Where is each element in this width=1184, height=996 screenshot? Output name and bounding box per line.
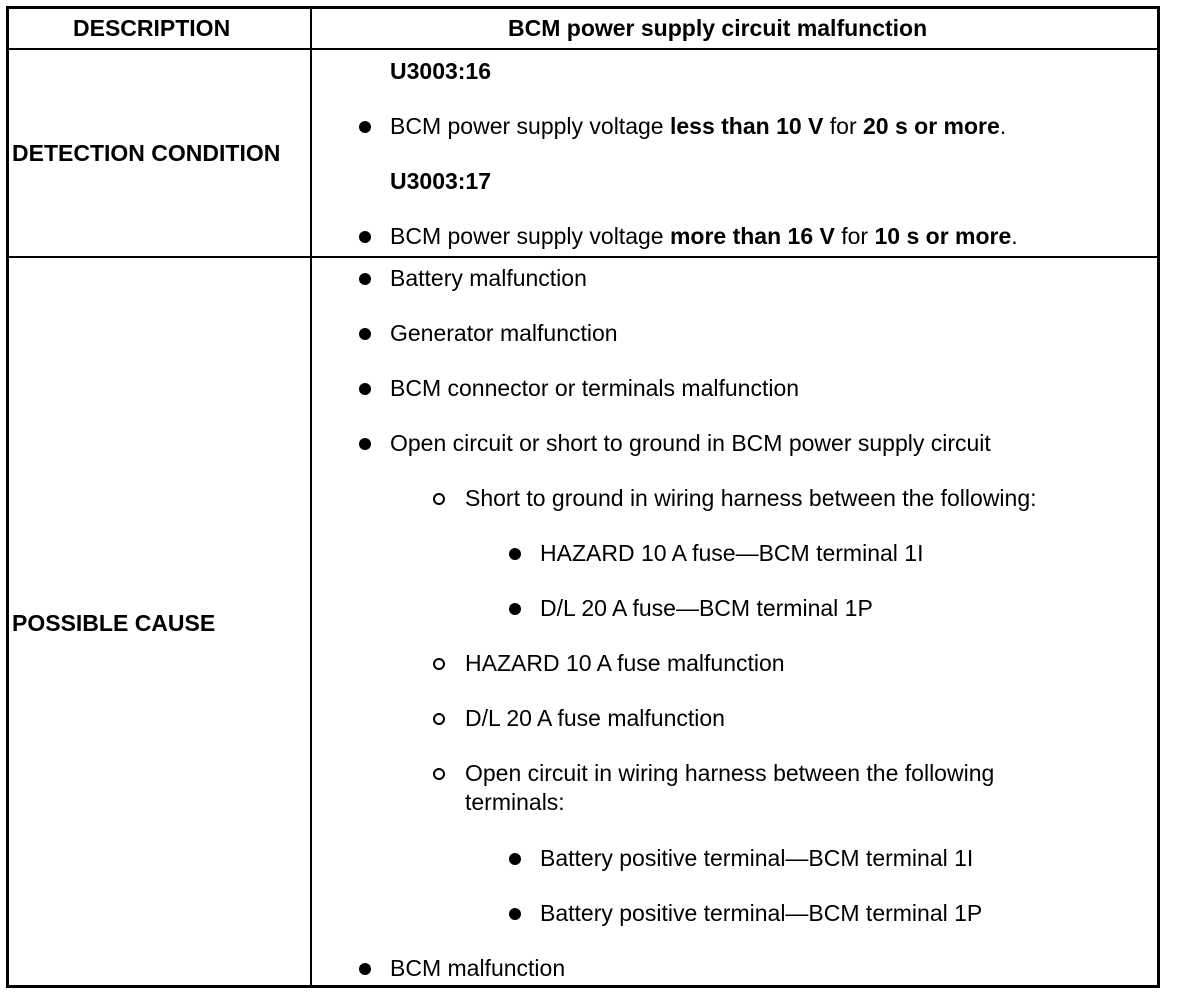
bullet-icon [359,383,371,395]
cause-item: Generator malfunction [390,320,618,346]
cause-subitem: D/L 20 A fuse malfunction [465,705,725,731]
description-header: DESCRIPTION [73,15,231,41]
malfunction-title: BCM power supply circuit malfunction [508,15,928,41]
cause-item: BCM connector or terminals malfunction [390,375,800,401]
sub-bullet-icon [433,493,445,505]
cause-subsubitem: Battery positive terminal—BCM terminal 1I [540,845,974,871]
dtc-table [6,6,1160,988]
sub-bullet-icon [433,713,445,725]
row-divider [9,256,1157,258]
detection-condition-1: BCM power supply voltage less than 10 V for 20 s or more. [390,113,1007,139]
detection-condition-2: BCM power supply voltage more than 16 V for 10 s or more. [390,223,1018,249]
bullet-icon [359,438,371,450]
sub-bullet-icon [433,658,445,670]
bullet-icon [359,273,371,285]
bullet-icon [359,121,371,133]
bullet-icon [359,231,371,243]
header-divider [9,48,1157,50]
cause-subitem: Short to ground in wiring harness between the following: [465,485,1037,511]
bullet-icon [359,328,371,340]
detection-condition-label: DETECTION CONDITION [12,140,281,166]
possible-cause-label: POSSIBLE CAUSE [12,610,216,636]
column-divider [310,9,312,985]
cause-subsubitem: D/L 20 A fuse—BCM terminal 1P [540,595,873,621]
bullet-icon [509,548,521,560]
sub-bullet-icon [433,768,445,780]
bullet-icon [509,853,521,865]
bullet-icon [509,908,521,920]
cause-item: Battery malfunction [390,265,587,291]
cause-subsubitem: Battery positive terminal—BCM terminal 1P [540,900,983,926]
cause-item: Open circuit or short to ground in BCM power supply circuit [390,430,991,456]
bullet-icon [359,963,371,975]
cause-subitem: HAZARD 10 A fuse malfunction [465,650,785,676]
cause-subitem: Open circuit in wiring harness between the following [465,760,995,786]
cause-subsubitem: HAZARD 10 A fuse—BCM terminal 1I [540,540,924,566]
bullet-icon [509,603,521,615]
dtc-code-17: U3003:17 [390,168,492,194]
cause-subitem-continued: terminals: [465,789,565,815]
dtc-code-16: U3003:16 [390,58,492,84]
cause-item: BCM malfunction [390,955,566,981]
